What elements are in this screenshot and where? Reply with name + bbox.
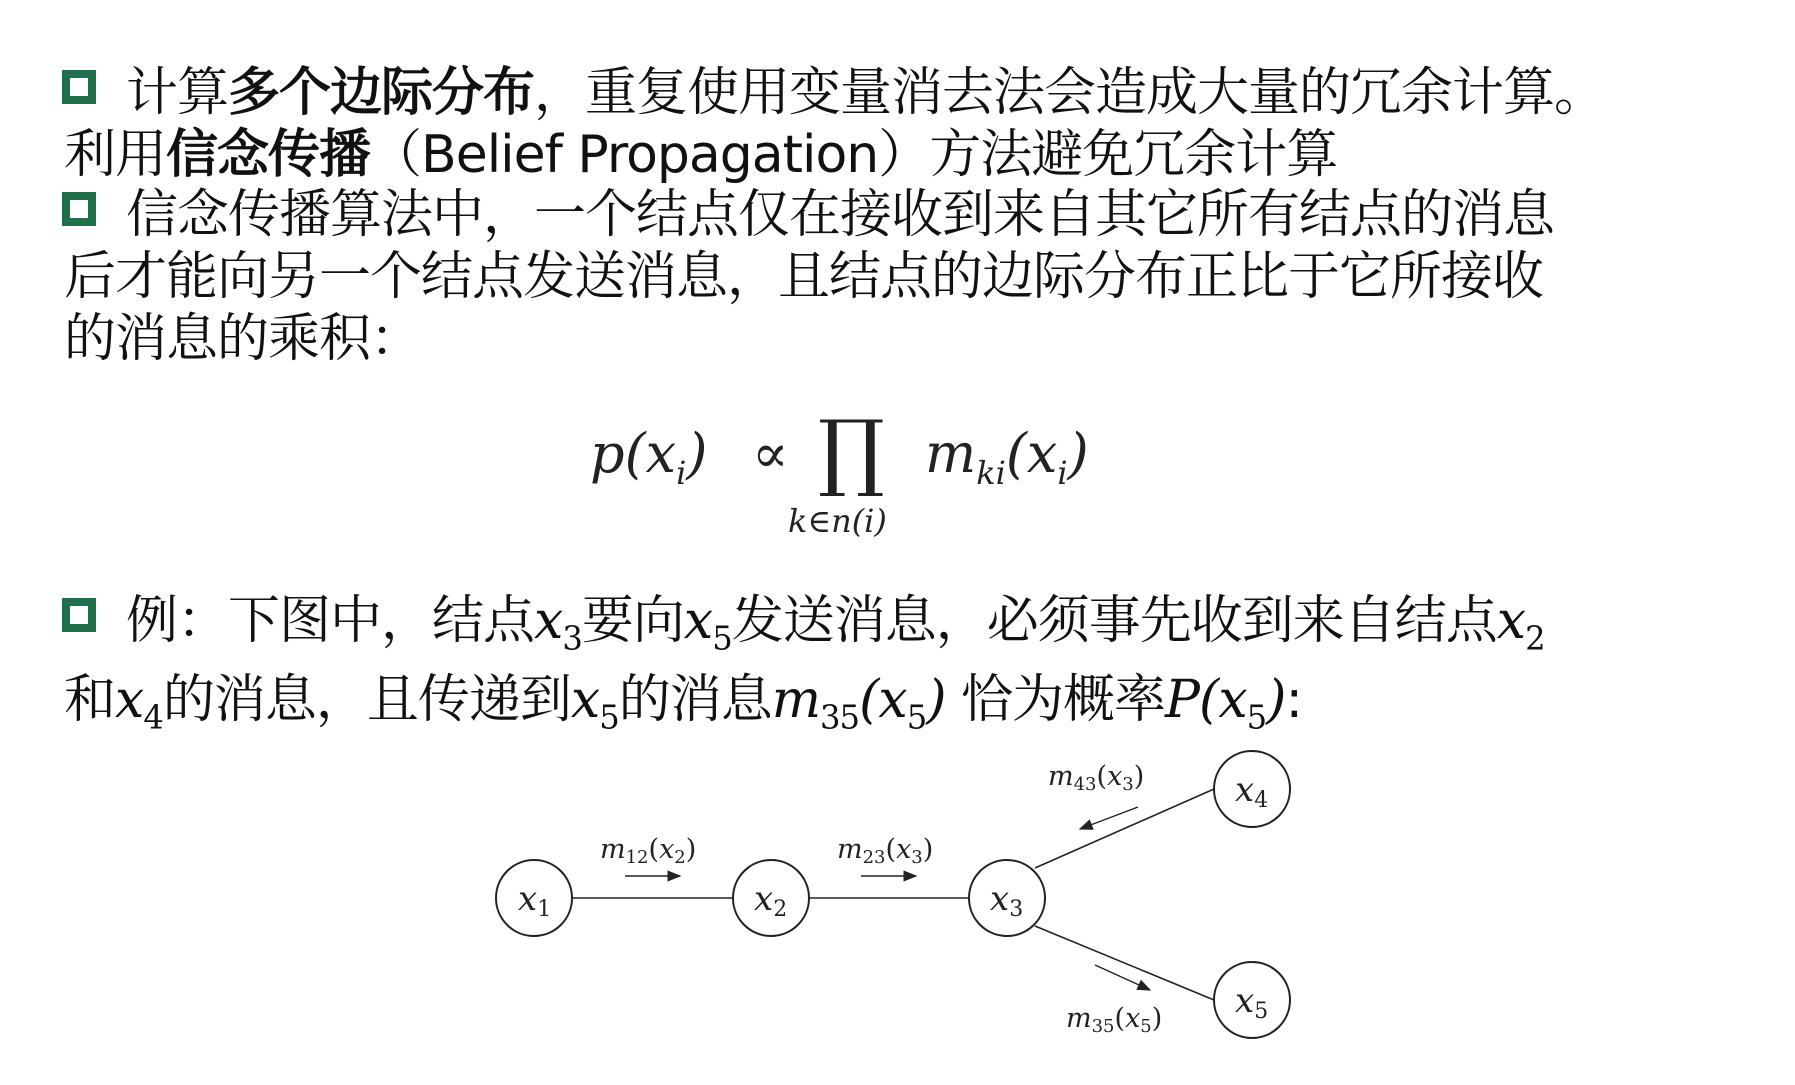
text-line: 后才能向另一个结点发送消息，且结点的边际分布正比于它所接收 <box>64 247 1544 307</box>
math-x2: $x_2$ <box>1496 591 1545 658</box>
math-m35: $m_{35}(x_5)$ <box>771 670 946 737</box>
label-m35: m35(x5) <box>1066 1003 1163 1037</box>
svg-text:x4: x4 <box>1235 770 1269 813</box>
label-m43: m43(x3) <box>1048 761 1145 795</box>
text-line: 的消息的乘积： <box>64 309 422 369</box>
text: ，重复使用变量消去法会造成大量的冗余计算。 <box>534 63 1606 123</box>
text: （Belief Propagation）方法避免冗余计算 <box>370 125 1338 185</box>
formula-lhs: $p(x_i)$ <box>590 422 708 492</box>
node-x2 <box>733 860 809 936</box>
math-x5: $x_5$ <box>683 591 732 658</box>
math-x4: $x_4$ <box>115 670 163 737</box>
formula-product-operator: ∏ <box>818 402 885 500</box>
text: 利用 <box>64 125 167 185</box>
node-x4 <box>1214 751 1290 827</box>
text: 计算 <box>126 63 229 123</box>
math-x3: $x_3$ <box>534 591 582 658</box>
formula-proportional: ∝ <box>752 422 789 485</box>
formula-rhs: $m_{ki}(x_i)$ <box>925 422 1089 492</box>
math-x5: $x_5$ <box>570 670 619 737</box>
bullet-3-text: 例：下图中，结点$x_3$要向$x_5$发送消息，必须事先收到来自结点$x_2$ 和$x_4$的消息，且传递到$x_5$的消息$m_{35}(x_5)$ 恰为概率$P(x_5)$: <box>64 591 1545 737</box>
node-x1 <box>496 860 572 936</box>
edge-3-5 <box>1035 926 1214 1000</box>
text-line: 信念传播算法中，一个结点仅在接收到来自其它所有结点的消息 <box>126 185 1555 245</box>
formula-product-sub: k∈n(i) <box>788 502 887 540</box>
svg-text:x3: x3 <box>990 879 1024 922</box>
node-x5 <box>1214 962 1290 1038</box>
svg-text:x1: x1 <box>518 879 552 922</box>
bold-text: 信念传播 <box>166 125 371 185</box>
arrow-m35 <box>1095 965 1150 990</box>
label-m23: m23(x3) <box>837 834 934 868</box>
bold-text: 多个边际分布 <box>228 63 535 123</box>
svg-text:x2: x2 <box>754 879 788 922</box>
node-x3 <box>969 860 1045 936</box>
svg-text:x5: x5 <box>1235 981 1269 1024</box>
label-m12: m12(x2) <box>600 834 697 868</box>
math-P: $P(x_5)$ <box>1165 670 1286 737</box>
edge-3-4 <box>1035 789 1214 868</box>
